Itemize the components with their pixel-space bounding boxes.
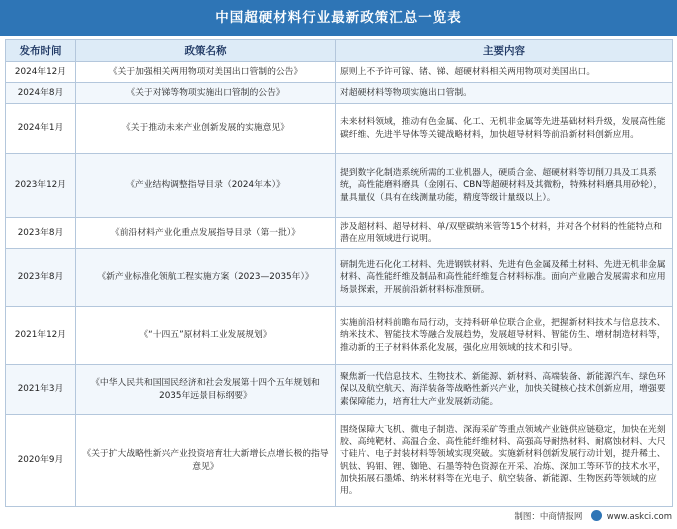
cell-date: 2020年9月: [6, 415, 76, 507]
cell-policy-name: 《产业结构调整指导目录（2024年本）》: [76, 154, 336, 218]
table-row: [6, 307, 673, 365]
page-title: 中国超硬材料行业最新政策汇总一览表: [0, 0, 677, 36]
cell-content: 未来材料领域，推动有色金属、化工、无机非金属等先进基础材料升级，发展高性能碳纤维、先进半导体等关键战略材料，加快超导材料等前沿新材料创新应用。: [336, 104, 673, 154]
cell-content: 对超硬材料等物项实施出口管制。: [336, 83, 673, 104]
cell-date: 2023年12月: [6, 154, 76, 218]
table-row: [6, 365, 673, 415]
cell-content: 原则上不予许可镓、锗、锑、超硬材料相关两用物项对美国出口。: [336, 62, 673, 83]
cell-policy-name: 《关于加强相关两用物项对美国出口管制的公告》: [76, 62, 336, 83]
table-row: [6, 218, 673, 249]
cell-content: 围绕保障大飞机、微电子制造、深海采矿等重点领域产业链供应链稳定，加快在光刻胶、高纯靶材、高温合金、高性能纤维材料、高强高导耐热材料、耐腐蚀材料、大尺寸硅片、电子封装材料等领域实现突破。实施新材料创新发展行动计划，提升稀土、钒钛、钨钼、锂、铷铯、石墨等特色资源在开采、冶炼、深加工等环节的技术水平，加快拓展石墨烯、纳米材料等在光电子、航空装备、新能源、生物医药等领域的应用。: [336, 415, 673, 507]
cell-policy-name: 《关于扩大战略性新兴产业投资培育壮大新增长点增长极的指导意见》: [76, 415, 336, 507]
source-site: www.askci.com: [606, 512, 672, 522]
table-row: [6, 62, 673, 83]
cell-content: 提到数字化制造系统所需的工业机器人，硬质合金、超硬材料等切削刀具及工具系统，高性能磨料磨具（金刚石、CBN等超硬材料及其微粉，特殊材料磨具用砂轮），量具量仪（具有在线测量功能，精度等级计量级以上）。: [336, 154, 673, 218]
cell-policy-name: 《“十四五”原材料工业发展规划》: [76, 307, 336, 365]
cell-date: 2024年1月: [6, 104, 76, 154]
footer: [0, 508, 672, 526]
table-row: [6, 415, 673, 507]
cell-date: 2021年12月: [6, 307, 76, 365]
cell-policy-name: 《新产业标准化领航工程实施方案（2023—2035年）》: [76, 249, 336, 307]
cell-content: 涉及超材料、超导材料、单/双壁碳纳米管等15个材料，并对各个材料的性能特点和潜在应用领域进行说明。: [336, 218, 673, 249]
cell-policy-name: 《关于对锑等物项实施出口管制的公告》: [76, 83, 336, 104]
table-row: [6, 249, 673, 307]
cell-policy-name: 《关于推动未来产业创新发展的实施意见》: [76, 104, 336, 154]
table-row: [6, 83, 673, 104]
cell-date: 2024年12月: [6, 62, 76, 83]
header-policy-name: 政策名称: [76, 40, 336, 62]
cell-policy-name: 《中华人民共和国国民经济和社会发展第十四个五年规划和2035年远景目标纲要》: [76, 365, 336, 415]
header-date: 发布时间: [6, 40, 76, 62]
cell-content: 研制先进石化化工材料、先进钢铁材料、先进有色金属及稀土材料、先进无机非金属材料、高性能纤维及制品和高性能纤维复合材料标准。面向产业融合发展需求和应用场景探索，开展前沿新材料标准预研。: [336, 249, 673, 307]
cell-date: 2023年8月: [6, 218, 76, 249]
cell-date: 2023年8月: [6, 249, 76, 307]
cell-policy-name: 《前沿材料产业化重点发展指导目录（第一批）》: [76, 218, 336, 249]
policy-table: [5, 39, 673, 507]
table-row: [6, 154, 673, 218]
table-row: [6, 104, 673, 154]
source-label: 制图：中商情报网: [514, 512, 583, 522]
askci-logo-icon: [591, 510, 602, 521]
cell-content: 聚焦新一代信息技术、生物技术、新能源、新材料、高端装备、新能源汽车、绿色环保以及航空航天、海洋装备等战略性新兴产业，加快关键核心技术创新应用，增强要素保障能力，培育壮大产业发展新动能。: [336, 365, 673, 415]
table-header-row: [6, 40, 673, 62]
header-content: 主要内容: [336, 40, 673, 62]
cell-date: 2021年3月: [6, 365, 76, 415]
cell-content: 实施前沿材料前瞻布局行动，支持科研单位联合企业，把握新材料技术与信息技术、纳米技术、智能技术等融合发展趋势，发展超导材料、智能仿生、增材制造材料等，推动新的王子材料体系化发展，强化应用领域的技术和引导。: [336, 307, 673, 365]
cell-date: 2024年8月: [6, 83, 76, 104]
